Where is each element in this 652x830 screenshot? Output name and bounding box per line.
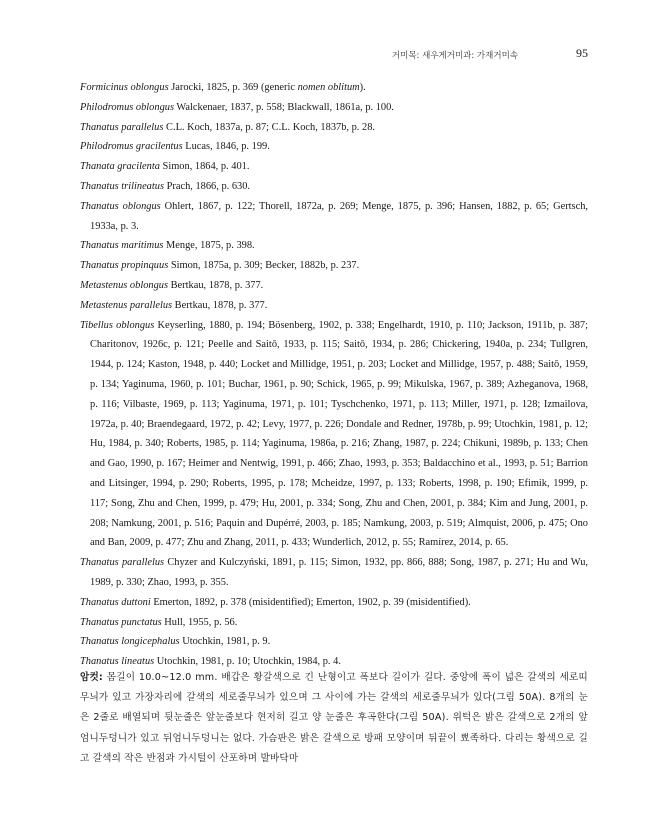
citation: Utochkin, 1981, p. 9. [179,636,271,648]
taxon-name: Metastenus parallelus [80,299,173,311]
citation: Keyserling, 1880, p. 194; Bösenberg, 1902, p. 338; Engelhardt, 1910, p. 110; Jackson, 1911b, p. 387; Charitonov, 1926c, p. 121; Peelle and Saitō, 1933, p. 115; Saitō, 1934, p. 286; Chickering, 1940a, p. 234; Tullgren, 1944, p. 124; Kaston, 1948, p. 440; Locket and Millidge, 1951, p. 203; Locket and Millidge, 1957, p. 488; Saitō, 1959, p. 134; Yaginuma, 1960, p. 101; Buchar, 1961, p. 90; Schick, 1965, p. 99; Mikulska, 1967, p. 389; Azheganova, 1968, p. 116; Vilbaste, 1969, p. 113; Yaginuma, 1971, p. 101; Tyschchenko, 1971, p. 113; Miller, 1971, p. 128; Izmailova, 1972a, p. 40; Braendegaard, 1972, p. 42; Levy, 1977, p. 226; Dondale and Redner, 1978b, p. 99; Utochkin, 1981, p. 12; Hu, 1984, p. 340; Roberts, 1985, p. 114; Yaginuma, 1986a, p. 216; Zhang, 1987, p. 224; Chikuni, 1989b, p. 133; Chen and Gao, 1990, p. 167; Heimer and Nentwig, 1991, p. 466; Zhao, 1993, p. 353; Baldacchino et al., 1993, p. 51; Barrion and Litsinger, 1994, p. 290; Roberts, 1995, p. 178; Mcheidze, 1997, p. 133; Roberts, 1998, p. 190; Efimik, 1999, p. 117; Song, Zhu and Chen, 1999, p. 479; Hu, 2001, p. 334; Song, Zhu and Chen, 2001, p. 384; Kim and Jung, 2001, p. 208; Namkung, 2001, p. 516; Paquin and Dupérré, 2003, p. 185; Namkung, 2003, p. 519; Almquist, 2006, p. 475; Ono and Ban, 2009, p. 477; Zhu and Zhang, 2011, p. 433; Wunderlich, 2012, p. 55; Ramírez, 2014, p. 65. [90,319,588,549]
citation-italic: nomen oblitum [297,82,360,93]
synonym-entry [80,276,588,296]
taxon-name: Thanatus parallelus [80,557,165,569]
citation: Simon, 1864, p. 401. [159,161,250,173]
citation: Walckenaer, 1837, p. 558; Blackwall, 1861a, p. 100. [174,101,394,113]
synonym-entry [80,78,588,98]
citation: Hull, 1955, p. 56. [161,616,238,628]
description-lead: 암컷: [80,672,103,683]
synonym-entry [80,256,588,276]
citation-end: ). [359,82,366,93]
synonym-entry [80,316,588,554]
taxon-name: Thanatus lineatus [80,656,155,668]
taxon-name: Thanatus trilineatus [80,180,165,192]
synonym-entry [80,197,588,237]
description-paragraph [80,668,588,769]
citation: C.L. Koch, 1837a, p. 87; C.L. Koch, 1837b, p. 28. [163,121,375,133]
citation: Utochkin, 1981, p. 10; Utochkin, 1984, p. 4. [154,656,341,668]
synonym-entry [80,296,588,316]
citation: Lucas, 1846, p. 199. [182,141,270,153]
synonym-entry [80,236,588,256]
citation: Bertkau, 1878, p. 377. [172,299,268,311]
synonym-entry [80,118,588,138]
taxon-name: Philodromus oblongus [80,101,175,113]
taxon-name: Thanata gracilenta [80,161,160,173]
taxon-name: Thanatus duttoni [80,596,151,608]
running-title: 거미목: 새우게거미과: 가재거미속 [391,51,518,61]
taxon-name: Philodromus gracilentus [80,141,183,153]
citation: Jarocki, 1825, p. 369 (generic [168,82,298,93]
synonym-entry [80,553,588,593]
citation: Chyzer and Kulczyński, 1891, p. 115; Simon, 1932, pp. 866, 888; Song, 1987, p. 271; Hu and Wu, 1989, p. 330; Zhao, 1993, p. 355. [90,557,588,588]
synonym-entry [80,632,588,652]
citation: Prach, 1866, p. 630. [164,180,251,192]
synonym-entry [80,98,588,118]
taxon-name: Thanatus punctatus [80,616,162,628]
taxon-name: Thanatus maritimus [80,240,164,252]
synonym-entry [80,137,588,157]
citation: Ohlert, 1867, p. 122; Thorell, 1872a, p. 269; Menge, 1875, p. 396; Hansen, 1882, p. 65; Gertsch, 1933a, p. 3. [90,200,588,232]
taxon-name: Thanatus oblongus [80,200,161,212]
citation: Simon, 1875a, p. 309; Becker, 1882b, p. 237. [168,260,360,272]
synonym-list [80,78,588,672]
citation: Menge, 1875, p. 398. [163,240,255,252]
synonym-entry [80,613,588,633]
taxon-name: Thanatus propinquus [80,260,169,272]
citation: Emerton, 1892, p. 378 (misidentified); Emerton, 1902, p. 39 (misidentified). [150,596,471,608]
synonym-entry [80,593,588,613]
taxon-name: Thanatus longicephalus [80,636,180,648]
citation: Bertkau, 1878, p. 377. [168,279,264,291]
taxon-name: Formicinus oblongus [80,82,169,93]
description-text: 몸길이 10.0~12.0 mm. 배갑은 황갈색으로 긴 난형이고 폭보다 길이가 길다. 중앙에 폭이 넓은 갈색의 세로띠무늬가 있고 가장자리에 갈색의 세로줄무늬가 있으며 그 사이에 가는 갈색의 세로줄무늬가 있다(그림 50A). 8개의 눈은 2줄로 배열되며 뒷눈줄은 앞눈줄보다 현저히 길고 양 눈줄은 후곡한다(그림 50A). 위턱은 밝은 갈색으로 2개의 앞엄니두덩니가 있고 뒤엄니두덩니는 없다. 가슴판은 밝은 갈색으로 방패 모양이며 뒤끝이 뾰족하다. 다리는 황색으로 길고 갈색의 작은 반점과 가시털이 산포하며 발바닥마 [80,672,588,764]
synonym-entry [80,157,588,177]
taxon-name: Metastenus oblongus [80,279,169,291]
synonym-entry [80,177,588,197]
taxon-name: Tibellus oblongus [80,319,155,331]
page-header [80,46,588,64]
page-number: 95 [576,46,588,60]
taxon-name: Thanatus parallelus [80,121,164,133]
